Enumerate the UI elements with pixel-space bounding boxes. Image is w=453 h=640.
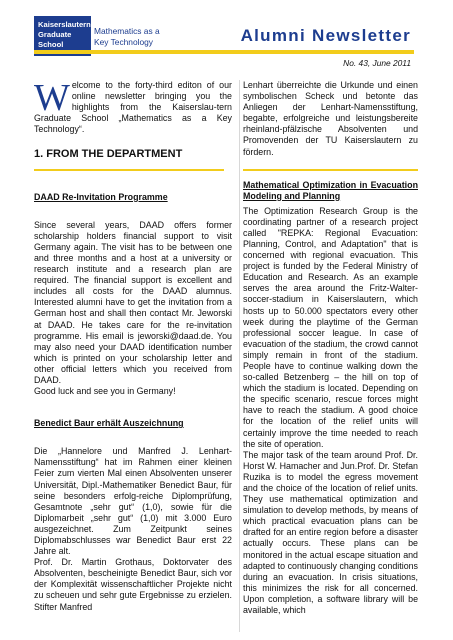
daad-text: Since several years, DAAD offers former scholarship holders financial support to visit Germany again. The visit has to be between one and three months and a host at a university or research institute and a research plan are required. The financial support is excellent and includes all costs for the DAAD alumnus. Interested alumni have to get the invitation from a German host and shall then contact Mr. Jeworski at DAAD. He takes care for the re-invitation programme. His email is jeworski@daad.de. You may also need your DAAD identification number which is printed on your scholarship letter and other official letters which you received from DAAD. xyxy=(34,219,232,385)
logo-tagline-2: Key Technology xyxy=(94,37,153,47)
drop-cap: W xyxy=(34,77,70,119)
right-column xyxy=(243,80,418,616)
lenhart-continuation: Lenhart überreichte die Urkunde und einen symbolischen Scheck und betonte das Anliegen der Lenhart-Namensstiftung, begabte, erfolgreiche und leistungsbereite rheinland-pfälzische Absolventen und Promovenden der TU Kaiserslautern zu fördern. xyxy=(243,80,418,157)
section-rule xyxy=(34,169,224,171)
issue-number: No. 43, June 2011 xyxy=(343,58,411,68)
header-rule xyxy=(34,50,414,54)
welcome-paragraph xyxy=(34,77,232,135)
logo-line-1: Kaiserslautern xyxy=(38,20,91,29)
section-title: 1. FROM THE DEPARTMENT xyxy=(34,148,183,161)
baur-text-2: Prof. Dr. Martin Grothaus, Doktorvater des Absolventen, bescheinigte Benedict Baur, sich vor der Komplexität wissenschaftlicher Projekte nicht zu scheuen und sehr gute Ergebnisse zu erzielen. Stifter Manfred xyxy=(34,557,232,612)
newsletter-title: Alumni Newsletter xyxy=(240,26,411,45)
daad-heading: DAAD Re-Invitation Programme xyxy=(34,191,168,202)
evacuation-text-2: The major task of the team around Prof. Dr. Horst W. Hamacher and Jun.Prof. Dr. Stefan Ruzika is to model the egress movement and the choice of the location of relief units. They use mathematical optimization and simulation to develop methods, by means of which practical evacuation plans can be drafted for an entire region before a disaster actually occurs. These plans can be monitored in the actual escape situation and adapted to continuously changing conditions during an evacuation. In crisis situations, this minimizes the risk for all concerned. Upon completion, a software library will be available, which xyxy=(243,449,418,616)
daad-closing: Good luck and see you in Germany! xyxy=(34,386,176,397)
evacuation-text-1: The Optimization Research Group is the coordinating partner of a research project called "REPKA: Regional Evacuation: Planning, Control, and Adaptation" that is concerned with regional evacuation. This project is funded by the Federal Ministry of Education and Research. As an example serves the area around the Fritz-Walter-soccer-stadium in Kaiserslautern, which hosts up to 50.000 spectators every other week during the playtime of the German professional soccer league. In case of evacuation of the stadium, the crowd cannot simply remain in front of the stadium. People have to continue walking down the so-called Betzenberg – the hill on top of which the stadium is located. Depending on the specific scenario, rescue forces might have to reach the stadium. A good choice for the location of the relief units will certainly improve the time needed to reach the site of operation. xyxy=(243,205,418,449)
logo-tagline-1: Mathematics as a xyxy=(94,26,160,36)
baur-heading: Benedict Baur erhält Auszeichnung xyxy=(34,418,184,429)
left-column xyxy=(34,77,232,613)
evacuation-heading: Mathematical Optimization in Evacuation Modeling and Planning xyxy=(243,179,418,201)
welcome-text: elcome to the forty-third editon of our online newsletter bringing you the highlights from the Kaiserslau-tern Graduate School „Mathematics as a Key Technology“. xyxy=(34,80,232,135)
logo-line-2: Graduate xyxy=(38,30,72,39)
column-divider xyxy=(239,80,240,632)
baur-text-1: Die „Hannelore und Manfred J. Lenhart-Namensstiftung“ hat im Rahmen einer kleinen Feier zum vierten Mal einen Absolventen unserer Universität, Dipl.-Mathematiker Benedict Baur, für seine besonders erfolg-reiche Diplomprüfung, Gesamtnote „sehr gut“ (1,0), sowie für die Diplomarbeit „sehr gut“ (1,0) mit 3.000 Euro ausgezeichnet. Zum Zeitpunkt seines Diplomabschlusses war Benedict Baur erst 22 Jahre alt. xyxy=(34,446,232,557)
right-section-rule xyxy=(243,169,418,171)
logo-line-3: School xyxy=(38,40,64,49)
